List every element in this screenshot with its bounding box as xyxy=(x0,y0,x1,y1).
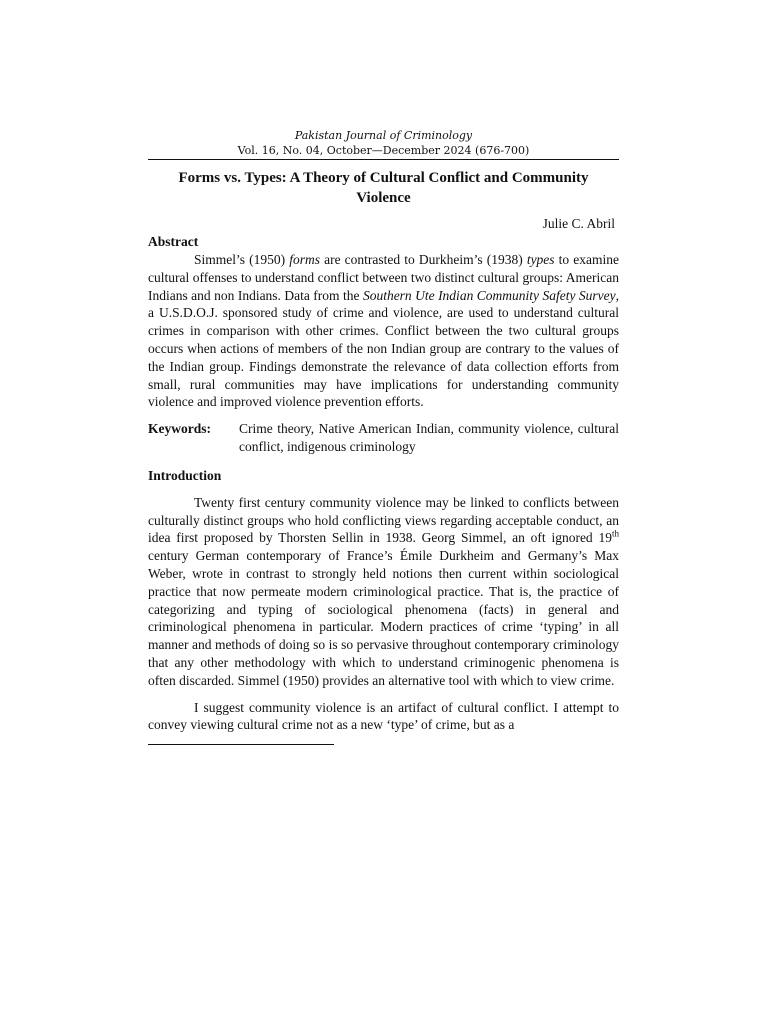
page xyxy=(148,128,619,745)
intro-p1-part-a: Twenty first century community violence may be linked to conflicts between culturally distinct groups who hold conflicting views regarding acceptable conduct, an idea first proposed by Thorsten Sellin in 1938. Georg Simmel, an oft ignored 19 xyxy=(148,494,619,546)
abstract-heading: Abstract xyxy=(148,234,199,249)
journal-name: Pakistan Journal of Criminology xyxy=(294,129,473,142)
abstract-survey: Southern Ute Indian Community Safety Survey xyxy=(362,287,616,303)
introduction-heading: Introduction xyxy=(148,467,222,483)
abstract-part-4: , a U.S.D.O.J. sponsored study of crime and violence, are used to understand cultural crimes in comparison with other crimes. Conflict between the two cultural groups occurs when actions of members of the non Indian group are contrary to the values of the Indian group. Findings demonstrate the relevance of data collection efforts from small, rural communities may have implications for understanding community violence and improved violence prevention efforts. xyxy=(148,287,619,410)
spacer xyxy=(148,690,619,699)
abstract-part-1: Simmel’s (1950) xyxy=(194,252,290,267)
abstract-forms: forms xyxy=(289,252,320,267)
article-title xyxy=(148,168,619,208)
spacer xyxy=(148,485,619,494)
footnote-rule xyxy=(148,744,334,745)
intro-p1-superscript: th xyxy=(611,528,619,539)
keywords-label: Keywords: xyxy=(148,421,211,437)
intro-paragraph-2: I suggest community violence is an artifact of cultural conflict. I attempt to convey viewing cultural crime not as a new ‘type’ of crime, but as a xyxy=(148,699,619,733)
intro-paragraph-1 xyxy=(148,494,619,690)
title-line-1: Forms vs. Types: A Theory of Cultural Conflict and Community xyxy=(178,170,589,186)
journal-header xyxy=(148,128,619,158)
keywords xyxy=(148,420,619,456)
abstract-part-3: to examine cultural offenses to understand conflict between two distinct cultural groups: American Indians and non Indians. Data from the xyxy=(148,252,619,303)
abstract-part-2: are contrasted to Durkheim’s (1938) xyxy=(319,252,527,267)
header-rule xyxy=(148,159,619,160)
journal-volume: Vol. 16, No. 04, October—December 2024 (676-700) xyxy=(237,144,530,157)
intro-p1-part-b: century German contemporary of France’s Émile Durkheim and Germany’s Max Weber, wrote in contrast to strongly held notions then current within sociological practice that now permeate modern criminological practice. That is, the practice of categorizing and typing of sociological phenomena (facts) in general and criminological phenomena in particular. Modern practices of crime ‘typing’ in all manner and methods of doing so is so pervasive throughout contemporary criminology that any other methodology with which to understand criminogenic phenomena is often discarded. Simmel (1950) provides an alternative tool with which to view crime. xyxy=(148,548,619,688)
author-name: Julie C. Abril xyxy=(542,216,615,231)
abstract-text xyxy=(148,251,619,411)
keywords-value: Crime theory, Native American Indian, community violence, cultural conflict, indigenous criminology xyxy=(239,421,619,454)
abstract-types: types xyxy=(526,252,555,267)
title-line-2: Violence xyxy=(356,190,411,206)
